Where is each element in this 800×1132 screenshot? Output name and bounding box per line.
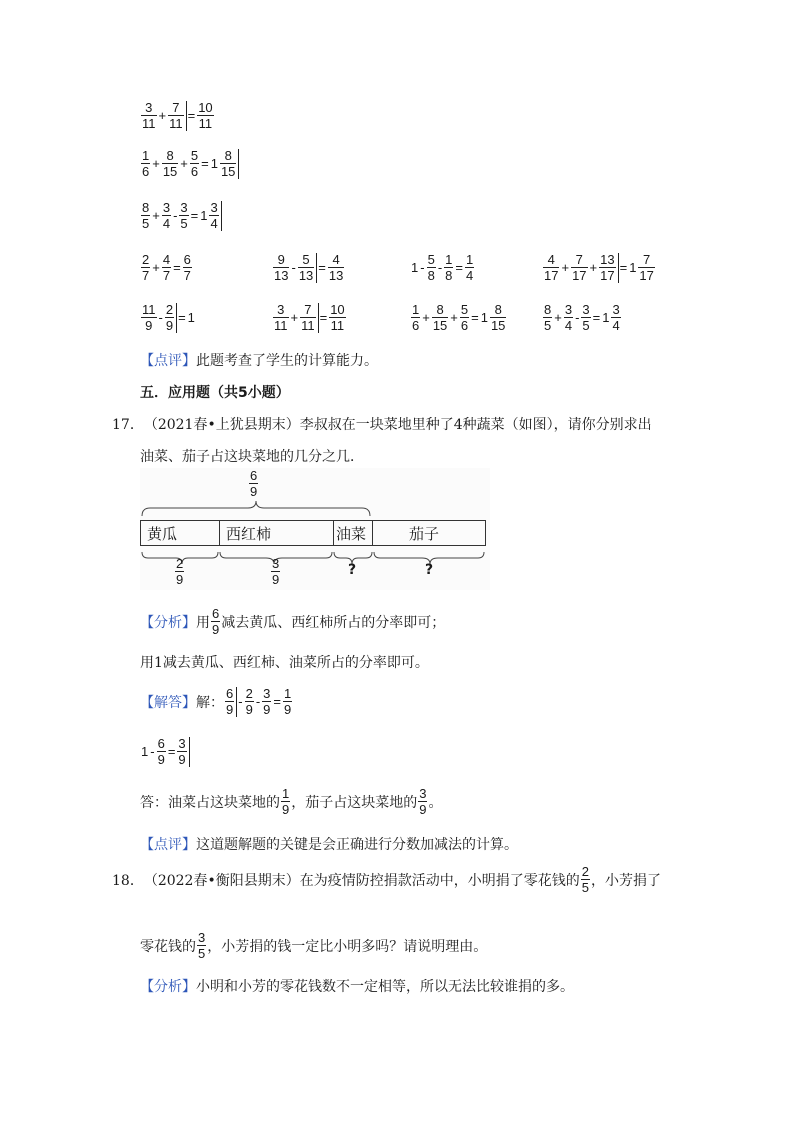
fraction: $\frac{1}{6}$ <box>412 302 420 333</box>
fraction: $\frac{2}{7}$ <box>142 252 150 283</box>
conclusion-line: 答：油菜占这块菜地的 $\frac{1}{9}$ ，茄子占这块菜地的 $\frac{3}{9}$ 。 <box>140 786 443 817</box>
fraction: $\frac{11}{9}$ <box>142 302 156 333</box>
fraction: $\frac{4}{7}$ <box>162 252 171 283</box>
cell-rapeseed: 油菜 <box>333 520 373 546</box>
cell-eggplant: 茄子 <box>372 520 486 546</box>
fraction: $\frac{3}{11}$ <box>142 100 156 131</box>
cell-tomato: 西红柿 <box>219 520 334 546</box>
fraction: $\frac{8}{5}$ <box>142 200 150 231</box>
eggplant-unknown: ? <box>425 562 434 578</box>
fraction: $\frac{5}{13}$ <box>298 252 314 283</box>
analysis-tag: 【分析】 <box>140 614 196 631</box>
cell-cucumber: 黄瓜 <box>140 520 220 546</box>
equation-grid-4: $\frac{4}{17}$ + $\frac{7}{17}$ + $\frac{13}{17}$ = 1 $\frac{7}{17}$ <box>544 252 654 283</box>
fraction: $\frac{1}{9}$ <box>283 686 292 717</box>
fraction: $\frac{7}{11}$ <box>169 100 183 131</box>
fraction: $\frac{3}{4}$ <box>564 302 573 333</box>
question-17-line-1: 17． （2021春•上犹县期末）李叔叔在一块菜地里种了4种蔬菜（如图），请你分别求出 <box>112 417 652 433</box>
fraction: $\frac{4}{13}$ <box>328 252 344 283</box>
fraction: $\frac{5}{8}$ <box>427 252 435 283</box>
tomato-fraction: 3 9 <box>272 556 280 587</box>
fraction: $\frac{6}{7}$ <box>183 252 191 283</box>
fraction: $\frac{3}{9}$ <box>419 786 427 817</box>
fraction: $\frac{1}{9}$ <box>282 786 290 817</box>
answer-line-2: 1 - $\frac{6}{9}$ = $\frac{3}{9}$ <box>140 736 190 767</box>
fraction: $\frac{7}{17}$ <box>639 252 654 283</box>
equation-grid-2: $\frac{9}{13}$ - $\frac{5}{13}$ = $\frac{4}{13}$ <box>274 252 344 283</box>
fraction: $\frac{2}{9}$ <box>245 686 253 717</box>
top-fraction: 6 9 <box>250 468 258 499</box>
fraction: $\frac{1}{6}$ <box>142 148 150 179</box>
fraction: $\frac{5}{6}$ <box>460 302 469 333</box>
answer-line-1: 【解答】 解： $\frac{6}{9}$ - $\frac{2}{9}$ - $\frac{3}{9}$ = $\frac{1}{9}$ <box>140 686 292 717</box>
equation-row-3: $\frac{8}{5}$ + $\frac{3}{4}$ - $\frac{3}{5}$ = 1 $\frac{3}{4}$ <box>140 200 222 231</box>
equation-grid-1: $\frac{2}{7}$ + $\frac{4}{7}$ = $\frac{6}{7}$ <box>142 252 191 283</box>
fraction: $\frac{6}{9}$ <box>226 686 234 717</box>
fraction: $\frac{10}{11}$ <box>198 100 213 131</box>
fraction: $\frac{9}{13}$ <box>274 252 289 283</box>
review-tag: 【点评】 <box>140 353 196 369</box>
fraction: $\frac{7}{17}$ <box>572 252 587 283</box>
fraction: $\frac{8}{15}$ <box>490 302 506 333</box>
fraction: $\frac{3}{11}$ <box>274 302 288 333</box>
fraction: $\frac{3}{5}$ <box>180 200 188 231</box>
equation-row-2: $\frac{1}{6}$ + $\frac{8}{15}$ + $\frac{5}{6}$ = 1 $\frac{8}{15}$ <box>140 148 239 179</box>
analysis-line-2: 用1减去黄瓜、西红柿、油菜所占的分率即可。 <box>140 655 429 671</box>
fraction: $\frac{8}{5}$ <box>544 302 552 333</box>
fraction: $\frac{3}{4}$ <box>210 200 218 231</box>
fraction: $\frac{5}{6}$ <box>190 148 199 179</box>
analysis-q18: 【分析】 小明和小芳的零花钱数不一定相等，所以无法比较谁捐的多。 <box>140 976 574 996</box>
equation-grid-6: $\frac{3}{11}$ + $\frac{7}{11}$ = $\frac{10}{11}$ <box>274 302 345 333</box>
cucumber-fraction: 2 9 <box>176 556 184 587</box>
fraction: $\frac{3}{5}$ <box>582 302 590 333</box>
equation-grid-8: $\frac{8}{5}$ + $\frac{3}{4}$ - $\frac{3}{5}$ = 1 $\frac{3}{4}$ <box>544 302 620 333</box>
fraction: $\frac{7}{11}$ <box>301 302 315 333</box>
fraction: $\frac{13}{17}$ <box>600 252 615 283</box>
fraction: $\frac{8}{15}$ <box>220 148 236 179</box>
rapeseed-unknown: ? <box>348 562 357 578</box>
question-18-line-2: 零花钱的 $\frac{3}{5}$ ，小芳捐的钱一定比小明多吗？请说明理由。 <box>140 930 488 961</box>
analysis-tag: 【分析】 <box>140 979 196 995</box>
fraction: $\frac{1}{4}$ <box>465 252 474 283</box>
fraction: $\frac{4}{17}$ <box>544 252 559 283</box>
fraction: $\frac{3}{4}$ <box>162 200 171 231</box>
review-note-2: 【点评】 这道题解题的关键是会正确进行分数加减法的计算。 <box>140 834 518 854</box>
question-17-line-2: 油菜、茄子占这块菜地的几分之几． <box>140 449 364 465</box>
answer-tag: 【解答】 <box>140 694 196 711</box>
fraction: $\frac{6}{9}$ <box>212 606 220 637</box>
fraction: $\frac{3}{4}$ <box>612 302 620 333</box>
fraction: $\frac{2}{5}$ <box>581 864 589 895</box>
fraction: $\frac{6}{9}$ <box>157 736 165 767</box>
fraction: $\frac{1}{8}$ <box>445 252 453 283</box>
fraction: $\frac{3}{5}$ <box>198 930 206 961</box>
equation-grid-7: $\frac{1}{6}$ + $\frac{8}{15}$ + $\frac{5}{6}$ = 1 $\frac{8}{15}$ <box>412 302 506 333</box>
section-heading: 五．应用题（共5小题） <box>140 385 290 401</box>
equation-grid-3: 1 - $\frac{5}{8}$ - $\frac{1}{8}$ = $\frac{1}{4}$ <box>411 252 474 283</box>
review-note: 【点评】 此题考查了学生的计算能力。 <box>140 350 378 370</box>
fraction: $\frac{10}{11}$ <box>330 302 345 333</box>
review-tag: 【点评】 <box>140 837 196 853</box>
equation-row-1: $\frac{3}{11}$ + $\frac{7}{11}$ = $\frac{10}{11}$ <box>142 100 213 131</box>
fraction: $\frac{2}{9}$ <box>165 302 174 333</box>
fraction: $\frac{8}{15}$ <box>162 148 178 179</box>
fraction: $\frac{3}{9}$ <box>263 686 271 717</box>
analysis-line-1: 【分析】 用 $\frac{6}{9}$ 减去黄瓜、西红柿所占的分率即可； <box>140 606 446 637</box>
vegetable-plot-diagram <box>140 468 490 590</box>
equation-grid-5: $\frac{11}{9}$ - $\frac{2}{9}$ = 1 <box>142 302 195 333</box>
question-18-line-1: 18． （2022春•衡阳县期末）在为疫情防控捐款活动中，小明捐了零花钱的 $\frac{2}{5}$ ，小芳捐了 <box>112 864 661 895</box>
fraction: $\frac{3}{9}$ <box>178 736 186 767</box>
fraction: $\frac{8}{15}$ <box>432 302 448 333</box>
